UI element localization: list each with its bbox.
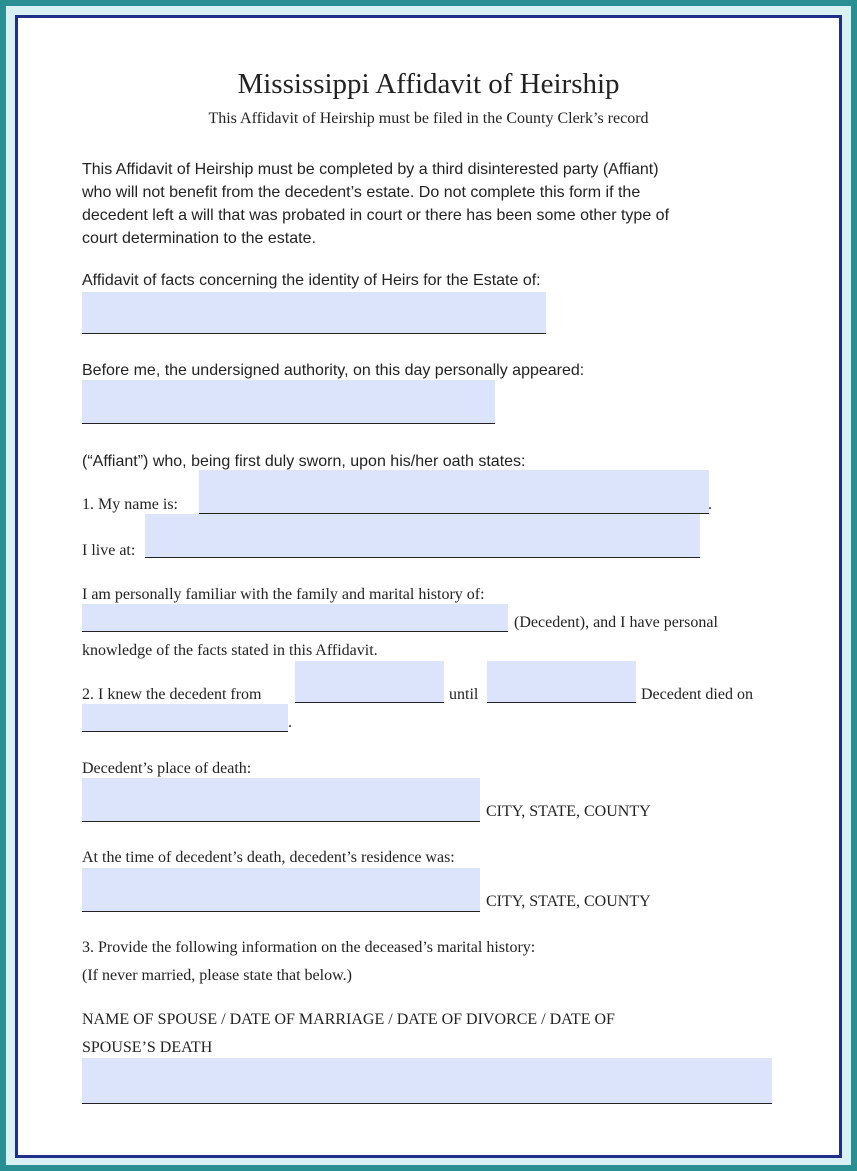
knew-from-label: 2. I knew the decedent from — [82, 686, 262, 703]
spouse-info-field[interactable] — [82, 1058, 772, 1104]
spouse-header-line: NAME OF SPOUSE / DATE OF MARRIAGE / DATE OF DIVORCE / DATE OF — [82, 1011, 615, 1028]
city-state-county-caption: CITY, STATE, COUNTY — [486, 893, 651, 910]
period-text: . — [708, 496, 712, 513]
estate-name-field[interactable] — [82, 292, 546, 334]
until-label: until — [449, 686, 479, 703]
my-name-label: 1. My name is: — [82, 496, 178, 513]
spouse-header-line: SPOUSE’S DEATH — [82, 1039, 213, 1056]
decedent-suffix: (Decedent), and I have personal — [514, 614, 718, 631]
affiant-sworn-text: (“Affiant”) who, being first duly sworn, upon his/her oath states: — [82, 453, 526, 470]
affiant-name-field[interactable] — [199, 470, 709, 514]
affiant-appeared-field[interactable] — [82, 380, 495, 424]
city-state-county-caption: CITY, STATE, COUNTY — [486, 803, 651, 820]
intro-paragraph — [82, 158, 669, 250]
affidavit-page — [15, 15, 842, 1158]
marital-history-label: 3. Provide the following information on the deceased’s marital history: — [82, 939, 536, 956]
knew-until-date-field[interactable] — [487, 661, 636, 703]
intro-line: court determination to the estate. — [82, 230, 316, 247]
period-text: . — [288, 714, 292, 731]
intro-line: who will not benefit from the decedent’s estate. Do not complete this form if the — [82, 184, 641, 201]
document-title: Mississippi Affidavit of Heirship — [237, 68, 620, 100]
never-married-note: (If never married, please state that below.) — [82, 967, 352, 984]
document-subtitle: This Affidavit of Heirship must be filed in the County Clerk’s record — [208, 110, 649, 127]
knew-from-date-field[interactable] — [295, 661, 444, 703]
intro-line: This Affidavit of Heirship must be completed by a third disinterested party (Affiant) — [82, 161, 659, 178]
date-of-death-field[interactable] — [82, 704, 288, 732]
live-at-label: I live at: — [82, 542, 136, 559]
affiant-address-field[interactable] — [145, 514, 700, 558]
appeared-label: Before me, the undersigned authority, on this day personally appeared: — [82, 362, 585, 379]
place-of-death-field[interactable] — [82, 778, 480, 822]
estate-label: Affidavit of facts concerning the identity of Heirs for the Estate of: — [82, 272, 541, 289]
place-of-death-label: Decedent’s place of death: — [82, 760, 252, 777]
familiar-label: I am personally familiar with the family and marital history of: — [82, 586, 485, 603]
residence-label: At the time of decedent’s death, decedent’s residence was: — [82, 849, 455, 866]
residence-field[interactable] — [82, 868, 480, 912]
decedent-name-field[interactable] — [82, 604, 508, 632]
knowledge-line: knowledge of the facts stated in this Affidavit. — [82, 642, 378, 659]
intro-line: decedent left a will that was probated in court or there has been some other type of — [82, 207, 670, 224]
died-on-label: Decedent died on — [641, 686, 753, 703]
